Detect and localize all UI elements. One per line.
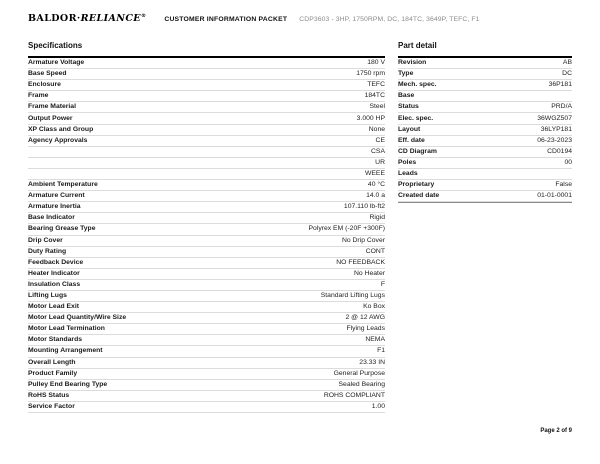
row-label: Heater Indicator — [28, 269, 80, 277]
table-row — [28, 113, 385, 124]
specifications-title: Specifications — [28, 41, 83, 50]
row-value: Polyrex EM (-20F +300F) — [308, 225, 385, 233]
row-value: 01-01-0001 — [537, 192, 572, 200]
part-detail-title: Part detail — [398, 41, 437, 50]
table-row — [28, 91, 385, 102]
table-row — [28, 213, 385, 224]
row-label: Service Factor — [28, 402, 75, 410]
row-label: Product Family — [28, 369, 78, 377]
table-row — [28, 302, 385, 313]
row-label: Ambient Temperature — [28, 181, 98, 189]
part-detail-table — [398, 41, 572, 203]
table-row — [28, 313, 385, 324]
row-label: Motor Lead Termination — [28, 325, 105, 333]
part-detail-table-body — [398, 56, 572, 203]
logo-separator: · — [76, 13, 81, 25]
table-row — [28, 402, 385, 413]
table-row — [28, 391, 385, 402]
logo-reliance-text: RELIANCE — [80, 13, 141, 25]
row-label: Layout — [398, 125, 421, 133]
table-row — [28, 324, 385, 335]
table-row — [28, 125, 385, 136]
row-label: Armature Voltage — [28, 59, 85, 67]
table-row — [398, 113, 572, 124]
row-label: Enclosure — [28, 81, 61, 89]
row-label: XP Class and Group — [28, 125, 94, 133]
row-label: Motor Lead Exit — [28, 303, 79, 311]
row-label: Motor Lead Quantity/Wire Size — [28, 314, 127, 322]
row-value: Flying Leads — [346, 325, 385, 333]
row-value: 40 °C — [367, 181, 385, 189]
page-header — [28, 13, 572, 24]
table-row — [28, 136, 385, 147]
row-value: 36LYP181 — [540, 125, 572, 133]
row-label: Insulation Class — [28, 280, 81, 288]
table-row — [28, 269, 385, 280]
table-row — [28, 236, 385, 247]
row-value: No Heater — [354, 269, 385, 277]
page-number: Page 2 of 9 — [540, 428, 572, 434]
row-value: TEFC — [367, 81, 385, 89]
row-label: Duty Rating — [28, 247, 67, 255]
table-row — [398, 125, 572, 136]
row-value: AB — [562, 59, 572, 67]
row-value: 180 V — [367, 59, 385, 67]
table-row — [28, 258, 385, 269]
row-label: Agency Approvals — [28, 136, 88, 144]
row-label: Frame Material — [28, 103, 76, 111]
row-value: 107.110 lb-ft2 — [343, 203, 385, 211]
table-row — [28, 180, 385, 191]
table-row — [28, 346, 385, 357]
row-value: ROHS COMPLIANT — [323, 391, 385, 399]
specifications-table — [28, 41, 385, 413]
row-value: 3.000 HP — [356, 114, 385, 122]
baldor-reliance-logo — [28, 13, 146, 24]
row-value: F — [380, 280, 385, 288]
row-label: RoHS Status — [28, 391, 70, 399]
row-label: Elec. spec. — [398, 114, 434, 122]
logo-baldor-text: BALDOR — [28, 13, 77, 25]
row-value: 06-23-2023 — [537, 136, 572, 144]
row-value: CD0194 — [547, 147, 572, 155]
table-row — [398, 180, 572, 191]
table-row — [28, 102, 385, 113]
table-row — [28, 280, 385, 291]
table-row — [28, 369, 385, 380]
row-value: 2 @ 12 AWG — [345, 314, 385, 322]
row-label: Type — [398, 70, 414, 78]
table-row — [398, 80, 572, 91]
row-label: Revision — [398, 59, 427, 67]
table-row — [28, 80, 385, 91]
table-row — [28, 380, 385, 391]
row-value: F1 — [377, 347, 385, 355]
row-label: Drip Cover — [28, 236, 63, 244]
table-row — [28, 169, 385, 180]
table-row — [28, 58, 385, 69]
document-title: CUSTOMER INFORMATION PACKET — [164, 16, 288, 24]
row-label: Frame — [28, 92, 49, 100]
row-label: Bearing Grease Type — [28, 225, 96, 233]
row-value: PRD/A — [551, 103, 572, 111]
table-row — [398, 91, 572, 102]
table-row — [398, 169, 572, 180]
table-row — [28, 291, 385, 302]
row-label: Base Indicator — [28, 214, 75, 222]
row-value: 1750 rpm — [356, 70, 385, 78]
row-label: Feedback Device — [28, 258, 84, 266]
row-label: Lifting Lugs — [28, 292, 67, 300]
row-value: None — [368, 125, 385, 133]
row-value: 23.33 IN — [359, 358, 385, 366]
row-label: Armature Inertia — [28, 203, 81, 211]
table-row — [28, 158, 385, 169]
row-label: Armature Current — [28, 192, 85, 200]
row-value: 1.00 — [371, 402, 385, 410]
table-row — [398, 102, 572, 113]
row-label: Base Speed — [28, 70, 67, 78]
row-label: Leads — [398, 169, 418, 177]
row-label: Pulley End Bearing Type — [28, 380, 108, 388]
row-label: Poles — [398, 158, 417, 166]
table-row — [28, 247, 385, 258]
row-label: Overall Length — [28, 358, 76, 366]
row-label: Status — [398, 103, 419, 111]
row-value: WEEE — [364, 169, 385, 177]
table-row — [398, 191, 572, 202]
row-value: 36WGZ507 — [537, 114, 572, 122]
row-value: CSA — [371, 147, 385, 155]
row-label: Created date — [398, 192, 440, 200]
row-label: Base — [398, 92, 415, 100]
row-label: Mounting Arrangement — [28, 347, 103, 355]
row-label: Mech. spec. — [398, 81, 437, 89]
row-value: General Purpose — [333, 369, 385, 377]
row-value: Steel — [369, 103, 385, 111]
specifications-table-body — [28, 56, 385, 413]
row-value: No Drip Cover — [341, 236, 385, 244]
row-value: Standard Lifting Lugs — [320, 292, 385, 300]
row-value: NO FEEDBACK — [336, 258, 385, 266]
row-value: 14.0 a — [366, 192, 385, 200]
table-row — [398, 58, 572, 69]
row-value: Rigid — [369, 214, 385, 222]
product-code: CDP3603 - 3HP, 1750RPM, DC, 184TC, 3649P, TEFC, F1 — [299, 16, 480, 24]
table-row — [398, 136, 572, 147]
row-label: Proprietary — [398, 181, 435, 189]
row-value: DC — [562, 70, 572, 78]
table-row — [28, 335, 385, 346]
table-row — [398, 69, 572, 80]
row-value: CE — [375, 136, 385, 144]
table-row — [398, 147, 572, 158]
registered-trademark-icon: ® — [140, 13, 147, 19]
row-label: Eff. date — [398, 136, 425, 144]
table-row — [28, 191, 385, 202]
row-label: CD Diagram — [398, 147, 437, 155]
row-value: NEMA — [365, 336, 385, 344]
row-value: False — [555, 181, 572, 189]
table-row — [28, 202, 385, 213]
table-row — [28, 69, 385, 80]
row-value: UR — [375, 158, 385, 166]
table-row — [28, 224, 385, 235]
row-value: 36P181 — [548, 81, 572, 89]
table-row — [398, 158, 572, 169]
row-label: Motor Standards — [28, 336, 83, 344]
row-value: 184TC — [364, 92, 385, 100]
table-row — [28, 358, 385, 369]
row-value: 00 — [564, 158, 572, 166]
row-value: Sealed Bearing — [338, 380, 385, 388]
row-label: Output Power — [28, 114, 73, 122]
row-value: CONT — [365, 247, 385, 255]
table-row — [28, 147, 385, 158]
row-value: Ko Box — [363, 303, 385, 311]
